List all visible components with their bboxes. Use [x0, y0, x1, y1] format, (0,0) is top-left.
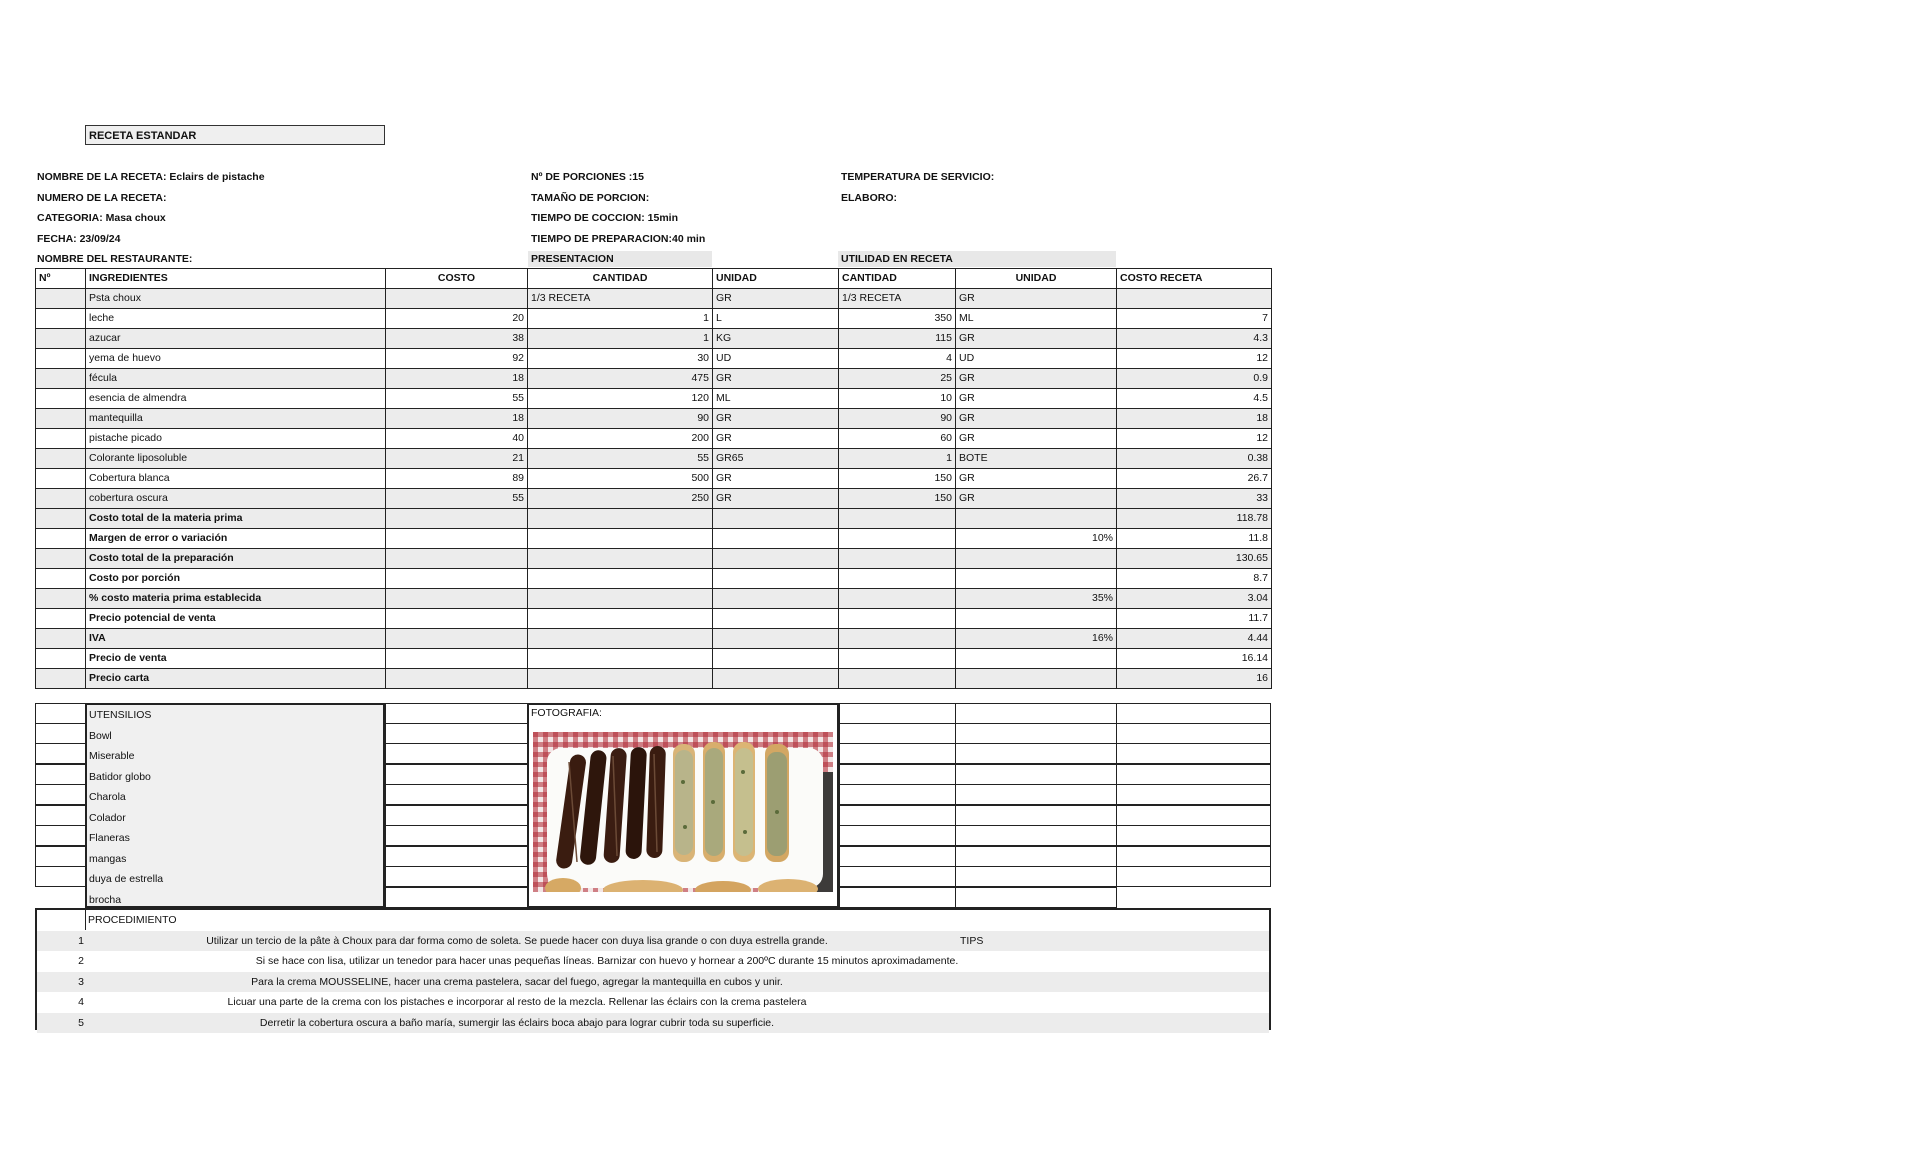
totals-percent — [956, 509, 1117, 529]
table-cell: 4 — [839, 349, 956, 369]
totals-row — [36, 569, 1272, 589]
procedure-step — [37, 992, 1269, 1013]
table-cell: 40 — [386, 429, 528, 449]
recipe-number: NUMERO DE LA RECETA: — [37, 192, 167, 204]
table-cell — [839, 569, 956, 589]
procedure-step — [37, 972, 1269, 993]
table-cell — [36, 329, 86, 349]
totals-value: 118.78 — [1117, 509, 1272, 529]
table-cell: 4.3 — [1117, 329, 1272, 349]
table-cell: 120 — [528, 389, 713, 409]
table-cell: azucar — [86, 329, 386, 349]
table-cell — [1117, 289, 1272, 309]
table-cell — [386, 289, 528, 309]
table-cell: 30 — [528, 349, 713, 369]
step-text: Utilizar un tercio de la pâte à Choux para dar forma como de soleta. Se puede hacer con duya lisa grande o con duya estrella grande. — [206, 934, 828, 947]
table-cell: GR — [713, 409, 839, 429]
step-number: 4 — [78, 996, 84, 1008]
table-cell: KG — [713, 329, 839, 349]
table-cell — [36, 589, 86, 609]
table-cell: 20 — [386, 309, 528, 329]
table-cell — [839, 509, 956, 529]
procedure-step — [37, 951, 1269, 972]
table-cell — [528, 669, 713, 689]
ingredient-row — [36, 389, 1272, 409]
table-cell — [713, 549, 839, 569]
totals-label: IVA — [86, 629, 386, 649]
photo-label: FOTOGRAFIA: — [531, 707, 602, 719]
table-cell — [386, 589, 528, 609]
recipe-category: CATEGORIA: Masa choux — [37, 212, 166, 224]
table-cell: 200 — [528, 429, 713, 449]
table-cell: Colorante liposoluble — [86, 449, 386, 469]
table-cell: GR — [713, 429, 839, 449]
totals-row — [36, 609, 1272, 629]
table-cell: 18 — [386, 409, 528, 429]
table-cell: 150 — [839, 469, 956, 489]
utensils-panel — [85, 703, 385, 908]
table-cell: UD — [713, 349, 839, 369]
table-cell: GR — [713, 489, 839, 509]
totals-label: Costo total de la preparación — [86, 549, 386, 569]
recipe-date: FECHA: 23/09/24 — [37, 233, 121, 245]
table-cell: Psta choux — [86, 289, 386, 309]
table-cell: 90 — [528, 409, 713, 429]
utensil-item: Batidor globo — [89, 770, 151, 783]
totals-row — [36, 509, 1272, 529]
table-cell — [839, 529, 956, 549]
column-header: Nº — [36, 269, 86, 289]
utensil-item: brocha — [89, 893, 122, 906]
table-cell — [386, 509, 528, 529]
totals-percent — [956, 649, 1117, 669]
utensils-cost-column — [385, 703, 527, 908]
utensils-title: UTENSILIOS — [89, 709, 152, 721]
totals-percent: 35% — [956, 589, 1117, 609]
table-cell — [713, 589, 839, 609]
table-cell — [386, 649, 528, 669]
column-header: CANTIDAD — [839, 269, 956, 289]
table-cell — [528, 509, 713, 529]
table-cell: esencia de almendra — [86, 389, 386, 409]
table-cell — [36, 609, 86, 629]
table-cell — [528, 529, 713, 549]
table-cell — [386, 569, 528, 589]
procedure-header — [37, 910, 1269, 931]
procedure-section — [35, 908, 1271, 1030]
totals-value: 11.8 — [1117, 529, 1272, 549]
ingredient-row — [36, 369, 1272, 389]
eclairs-photo — [533, 732, 833, 892]
utensil-item: Colador — [89, 811, 126, 824]
table-cell — [839, 549, 956, 569]
serving-temperature: TEMPERATURA DE SERVICIO: — [841, 171, 995, 183]
table-cell: GR — [956, 389, 1117, 409]
recipe-title: RECETA ESTANDAR — [85, 125, 385, 145]
totals-value: 8.7 — [1117, 569, 1272, 589]
restaurant-name: NOMBRE DEL RESTAURANTE: — [37, 253, 193, 265]
totals-value: 11.7 — [1117, 609, 1272, 629]
table-cell: GR — [956, 469, 1117, 489]
table-cell: GR — [956, 489, 1117, 509]
table-cell: 18 — [1117, 409, 1272, 429]
table-cell: GR — [713, 369, 839, 389]
table-cell — [386, 629, 528, 649]
table-cell: UD — [956, 349, 1117, 369]
utensils-number-column — [35, 703, 85, 908]
ingredient-row — [36, 449, 1272, 469]
table-cell — [839, 629, 956, 649]
totals-label: Precio de venta — [86, 649, 386, 669]
table-cell — [36, 369, 86, 389]
totals-value: 3.04 — [1117, 589, 1272, 609]
table-cell: 92 — [386, 349, 528, 369]
totals-percent — [956, 609, 1117, 629]
table-cell: 33 — [1117, 489, 1272, 509]
table-cell: 38 — [386, 329, 528, 349]
table-cell — [36, 649, 86, 669]
table-cell — [528, 589, 713, 609]
table-cell — [713, 509, 839, 529]
table-cell: 1/3 RECETA — [528, 289, 713, 309]
table-cell — [36, 549, 86, 569]
column-header: COSTO — [386, 269, 528, 289]
step-number: 5 — [78, 1016, 84, 1029]
table-cell — [36, 509, 86, 529]
procedure-step — [37, 1013, 1269, 1034]
table-cell: 60 — [839, 429, 956, 449]
ingredients-table — [35, 268, 1272, 689]
step-text: Si se hace con lisa, utilizar un tenedor para hacer unas pequeñas líneas. Barnizar con huevo y hornear a 200ºC durante 15 minutos aproximadamente. — [255, 955, 959, 967]
table-cell — [839, 649, 956, 669]
table-cell: GR65 — [713, 449, 839, 469]
table-cell: 21 — [386, 449, 528, 469]
prepared-by: ELABORO: — [841, 192, 897, 204]
table-cell: 150 — [839, 489, 956, 509]
totals-label: Costo total de la materia prima — [86, 509, 386, 529]
table-cell: 1 — [528, 329, 713, 349]
table-cell — [36, 349, 86, 369]
table-cell — [36, 529, 86, 549]
totals-row — [36, 629, 1272, 649]
totals-value: 130.65 — [1117, 549, 1272, 569]
table-header-row — [36, 269, 1272, 289]
ingredient-row — [36, 409, 1272, 429]
procedure-title: PROCEDIMIENTO — [88, 914, 177, 926]
totals-value: 4.44 — [1117, 629, 1272, 649]
table-cell: leche — [86, 309, 386, 329]
table-cell: ML — [956, 309, 1117, 329]
step-text: Para la crema MOUSSELINE, hacer una crema pastelera, sacar del fuego, agregar la mantequilla en cubos y unir. — [251, 975, 783, 988]
table-cell — [386, 549, 528, 569]
table-cell: 10 — [839, 389, 956, 409]
table-cell: 1 — [839, 449, 956, 469]
table-cell: 250 — [528, 489, 713, 509]
ingredient-row — [36, 429, 1272, 449]
table-cell: Cobertura blanca — [86, 469, 386, 489]
table-cell: 55 — [386, 489, 528, 509]
ingredient-row — [36, 309, 1272, 329]
totals-label: Margen de error o variación — [86, 529, 386, 549]
table-cell: 26.7 — [1117, 469, 1272, 489]
table-cell: cobertura oscura — [86, 489, 386, 509]
totals-row — [36, 549, 1272, 569]
table-cell: GR — [713, 289, 839, 309]
cooking-time: TIEMPO DE COCCION: 15min — [531, 212, 679, 224]
table-cell — [36, 389, 86, 409]
utensil-item: mangas — [89, 852, 127, 865]
step-number: 3 — [78, 975, 84, 988]
portions-count: Nº DE PORCIONES :15 — [531, 171, 644, 183]
table-cell — [36, 409, 86, 429]
table-cell — [528, 609, 713, 629]
table-cell: 12 — [1117, 349, 1272, 369]
table-cell: 0.38 — [1117, 449, 1272, 469]
table-cell: pistache picado — [86, 429, 386, 449]
totals-percent — [956, 669, 1117, 689]
presentation-label: PRESENTACION — [528, 251, 712, 267]
totals-label: Costo por porción — [86, 569, 386, 589]
utensil-item: Miserable — [89, 750, 135, 762]
table-cell: 1 — [528, 309, 713, 329]
ingredient-row — [36, 489, 1272, 509]
table-cell: GR — [956, 289, 1117, 309]
photo-panel — [527, 703, 839, 908]
column-header: INGREDIENTES — [86, 269, 386, 289]
table-cell — [36, 469, 86, 489]
table-cell: 1/3 RECETA — [839, 289, 956, 309]
table-cell: 89 — [386, 469, 528, 489]
table-cell — [713, 669, 839, 689]
ingredient-row — [36, 469, 1272, 489]
table-cell — [528, 549, 713, 569]
utensil-item: duya de estrella — [89, 873, 164, 885]
table-cell — [713, 569, 839, 589]
table-cell — [36, 569, 86, 589]
table-cell — [713, 649, 839, 669]
totals-value: 16.14 — [1117, 649, 1272, 669]
utility-label: UTILIDAD EN RECETA — [838, 251, 1116, 267]
portion-size: TAMAÑO DE PORCION: — [531, 192, 650, 204]
column-header: COSTO RECETA — [1117, 269, 1272, 289]
totals-percent — [956, 569, 1117, 589]
column-header: UNIDAD — [956, 269, 1117, 289]
table-cell — [36, 489, 86, 509]
table-cell: GR — [956, 429, 1117, 449]
table-cell: 25 — [839, 369, 956, 389]
totals-label: Precio potencial de venta — [86, 609, 386, 629]
table-cell: fécula — [86, 369, 386, 389]
column-header: CANTIDAD — [528, 269, 713, 289]
table-cell: GR — [956, 369, 1117, 389]
totals-percent — [956, 549, 1117, 569]
table-cell: GR — [956, 329, 1117, 349]
table-cell — [839, 589, 956, 609]
table-cell — [713, 629, 839, 649]
step-number: 1 — [78, 934, 84, 947]
table-cell — [713, 529, 839, 549]
table-cell: GR — [956, 409, 1117, 429]
totals-row — [36, 529, 1272, 549]
table-cell: GR — [713, 469, 839, 489]
table-cell — [528, 569, 713, 589]
step-number: 2 — [78, 955, 84, 967]
table-cell — [36, 289, 86, 309]
totals-label: % costo materia prima establecida — [86, 589, 386, 609]
table-cell — [36, 429, 86, 449]
totals-row — [36, 669, 1272, 689]
ingredient-row — [36, 329, 1272, 349]
table-cell: 18 — [386, 369, 528, 389]
table-cell — [36, 309, 86, 329]
step-text: Licuar una parte de la crema con los pistaches e incorporar al resto de la mezcla. Rellenar las éclairs con la crema pastelera — [227, 996, 807, 1008]
table-cell: 55 — [386, 389, 528, 409]
table-cell: 350 — [839, 309, 956, 329]
table-cell — [528, 629, 713, 649]
table-cell: 500 — [528, 469, 713, 489]
tips-label: TIPS — [960, 934, 984, 947]
table-cell — [528, 649, 713, 669]
table-cell — [386, 609, 528, 629]
table-cell — [36, 629, 86, 649]
table-cell — [36, 669, 86, 689]
utensil-item: Bowl — [89, 729, 112, 742]
prep-time: TIEMPO DE PREPARACION:40 min — [531, 233, 706, 245]
table-cell: ML — [713, 389, 839, 409]
utensil-item: Charola — [89, 791, 126, 803]
utensil-item: Flaneras — [89, 832, 130, 844]
table-cell: 7 — [1117, 309, 1272, 329]
table-cell: 55 — [528, 449, 713, 469]
table-cell — [839, 609, 956, 629]
table-cell: 115 — [839, 329, 956, 349]
totals-label: Precio carta — [86, 669, 386, 689]
table-cell: L — [713, 309, 839, 329]
table-cell: 0.9 — [1117, 369, 1272, 389]
table-cell: 4.5 — [1117, 389, 1272, 409]
procedure-step — [37, 931, 1269, 952]
table-cell: 12 — [1117, 429, 1272, 449]
table-cell — [839, 669, 956, 689]
totals-percent: 10% — [956, 529, 1117, 549]
totals-row — [36, 589, 1272, 609]
totals-percent: 16% — [956, 629, 1117, 649]
table-cell: mantequilla — [86, 409, 386, 429]
right-empty-grid — [839, 703, 1271, 908]
recipe-name: NOMBRE DE LA RECETA: Eclairs de pistache — [37, 171, 265, 183]
table-cell: 475 — [528, 369, 713, 389]
ingredient-row — [36, 349, 1272, 369]
table-cell: yema de huevo — [86, 349, 386, 369]
column-header: UNIDAD — [713, 269, 839, 289]
table-cell: 90 — [839, 409, 956, 429]
table-cell: BOTE — [956, 449, 1117, 469]
totals-row — [36, 649, 1272, 669]
table-cell — [713, 609, 839, 629]
table-cell — [386, 669, 528, 689]
ingredient-row — [36, 289, 1272, 309]
table-cell — [36, 449, 86, 469]
totals-value: 16 — [1117, 669, 1272, 689]
step-text: Derretir la cobertura oscura a baño maría, sumergir las éclairs boca abajo para lograr cubrir toda su superficie. — [259, 1016, 775, 1029]
table-cell — [386, 529, 528, 549]
